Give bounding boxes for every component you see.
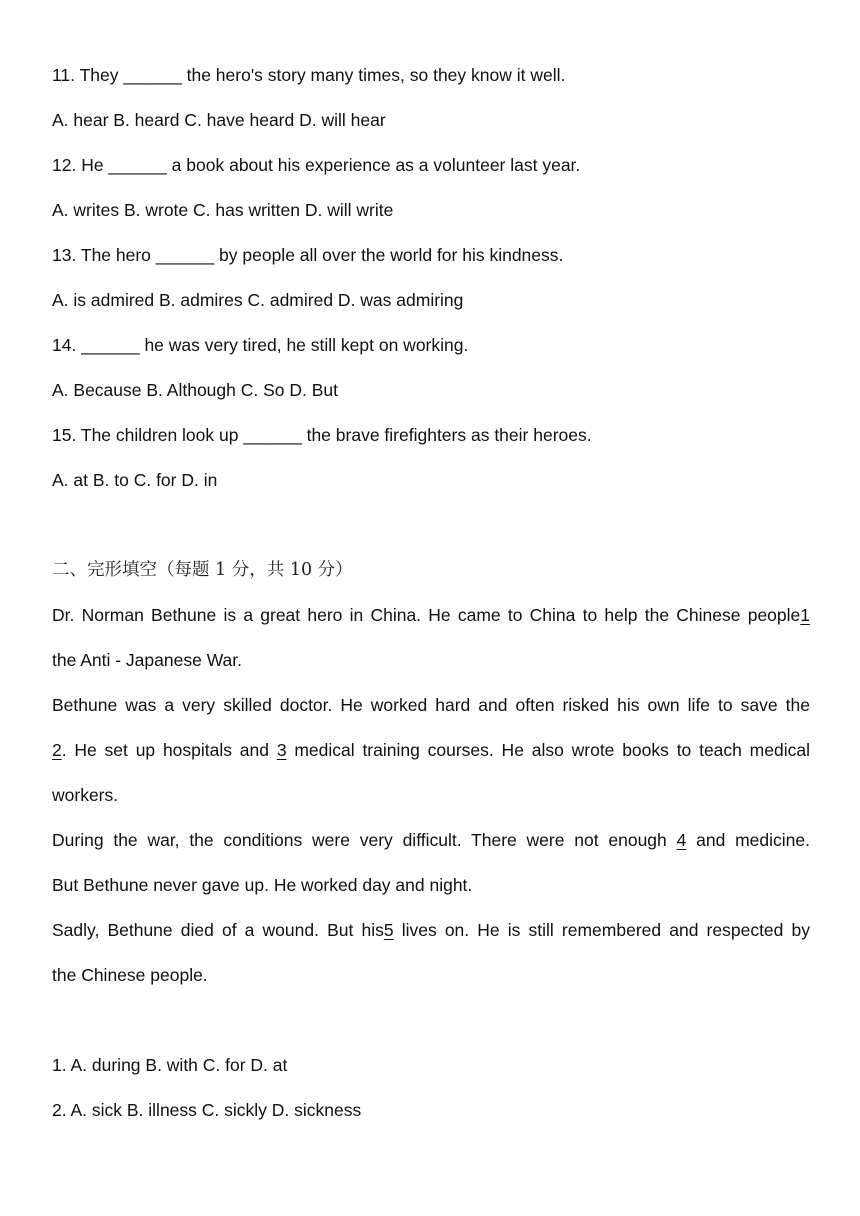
- blank-number-5: 5: [383, 920, 394, 940]
- question-13-options: A. is admired B. admires C. admired D. was admiring: [52, 290, 464, 310]
- passage-text: medical training courses. He also wrote books to teach medical: [294, 740, 810, 760]
- question-11-stem: 11. They ______ the hero's story many times, so they know it well.: [52, 65, 566, 85]
- section-heading: 二、完形填空（每题 1 分，共 10 分）: [52, 560, 353, 580]
- passage-line: [52, 918, 810, 942]
- question-12-stem: 12. He ______ a book about his experience as a volunteer last year.: [52, 155, 581, 175]
- question-15-stem: 15. The children look up ______ the brave firefighters as their heroes.: [52, 425, 592, 445]
- question-12-options: A. writes B. wrote C. has written D. will write: [52, 200, 394, 220]
- passage-line: [52, 828, 810, 852]
- passage-line: [52, 603, 810, 627]
- passage-line: [52, 738, 810, 762]
- question-13-stem: 13. The hero ______ by people all over the world for his kindness.: [52, 245, 564, 265]
- passage-text: During the war, the conditions were very difficult. There were not enough: [52, 830, 667, 850]
- blank-number-2: 2: [52, 740, 62, 760]
- passage-line: But Bethune never gave up. He worked day and night.: [52, 875, 473, 895]
- passage-line: Bethune was a very skilled doctor. He worked hard and often risked his own life to save the: [52, 695, 810, 715]
- passage-text: . He set up hospitals and: [61, 740, 270, 760]
- passage-line: workers.: [52, 785, 119, 805]
- question-14-stem: 14. ______ he was very tired, he still kept on working.: [52, 335, 469, 355]
- passage-text: lives on. He is still remembered and respected by: [401, 920, 810, 940]
- question-14-options: A. Because B. Although C. So D. But: [52, 380, 338, 400]
- passage-text: Sadly, Bethune died of a wound. But his: [52, 920, 384, 940]
- cloze-option-2: 2. A. sick B. illness C. sickly D. sickness: [52, 1100, 362, 1120]
- blank-number-1: 1: [800, 605, 810, 625]
- passage-text: and medicine.: [696, 830, 810, 850]
- blank-number-3: 3: [276, 740, 287, 760]
- question-15-options: A. at B. to C. for D. in: [52, 470, 218, 490]
- question-11-options: A. hear B. heard C. have heard D. will hear: [52, 110, 386, 130]
- cloze-option-1: 1. A. during B. with C. for D. at: [52, 1055, 288, 1075]
- passage-line: the Chinese people.: [52, 965, 208, 985]
- passage-line: the Anti - Japanese War.: [52, 650, 243, 670]
- blank-number-4: 4: [676, 830, 687, 850]
- passage-text: Dr. Norman Bethune is a great hero in China. He came to China to help the Chinese people: [52, 605, 801, 625]
